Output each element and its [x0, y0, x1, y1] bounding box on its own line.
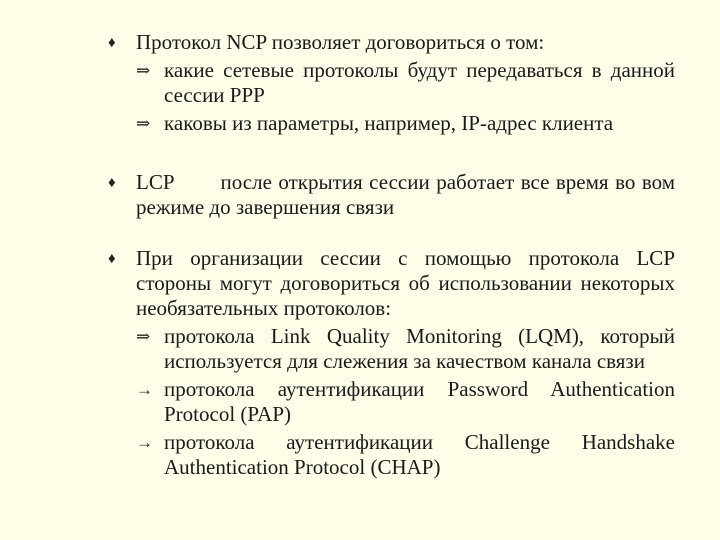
subitem-text: протокола аутентификации Password Authentication Protocol (PAP) — [164, 377, 675, 426]
double-arrow-icon: ⇒ — [136, 61, 151, 80]
bullet-text — [136, 170, 675, 220]
diamond-bullet-icon: ♦ — [108, 175, 116, 191]
arrow-icon: → — [136, 433, 153, 452]
subitem-text: протокола Link Quality Monitoring (LQM), который используется для слежения за качеством канала связи — [164, 324, 675, 373]
bullet-text: При организации сессии с помощью протокола LCP стороны могут договориться об использовании некоторых необязательных протоколов: — [136, 246, 675, 320]
subitem — [136, 58, 675, 108]
bullet-lcp — [108, 170, 675, 220]
subitem — [136, 324, 675, 374]
subitem-text: каковы из параметры, например, IP-адрес клиента — [164, 111, 614, 135]
arrow-icon: → — [136, 380, 153, 399]
lcp-description: после открытия сессии работает все время во вом режиме до завершения связи — [136, 170, 675, 219]
bullet-text: Протокол NCP позволяет договориться о том: — [136, 30, 545, 54]
lcp-label: LCP — [136, 170, 175, 194]
double-arrow-icon: ⇒ — [136, 327, 151, 346]
subitem — [136, 377, 675, 427]
double-arrow-icon: ⇒ — [136, 114, 151, 133]
diamond-bullet-icon: ♦ — [108, 251, 116, 267]
subitem-text: какие сетевые протоколы будут передаваться в данной сессии PPP — [164, 58, 675, 107]
diamond-bullet-icon: ♦ — [108, 35, 116, 51]
subitem — [136, 430, 675, 480]
subitem — [136, 111, 675, 136]
subitem-text: протокола аутентификации Challenge Handshake Authentication Protocol (CHAP) — [164, 430, 675, 479]
bullet-ncp — [108, 30, 675, 136]
bullet-lcp-options — [108, 246, 675, 480]
